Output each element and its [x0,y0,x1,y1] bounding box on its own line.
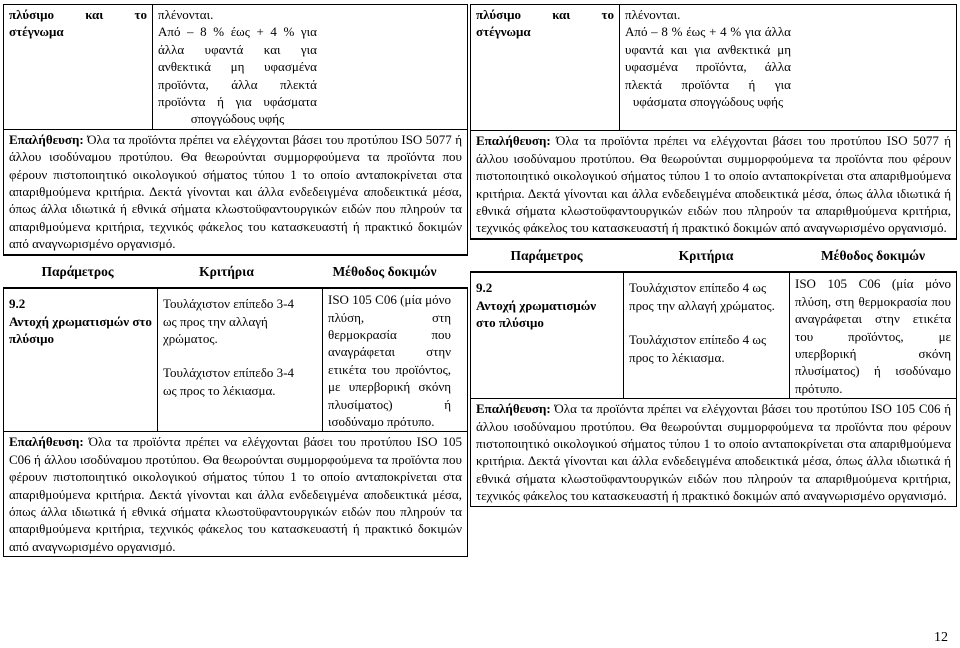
header-method: Μέθοδος δοκιμών [789,239,957,271]
parameter-cell: πλύσιμο και το στέγνωμα [4,5,153,130]
right-data-table [470,272,957,506]
page-number: 12 [934,630,948,645]
parameter-name: Αντοχή χρωματισμών στο πλύσιμο [476,297,597,331]
table-row [4,432,468,557]
criteria-text: Από – 8 % έως + 4 % για άλλα υφαντά και για ανθεκτικά μη υφασμένα προϊόντα, άλλα πλεκτά προϊόντα ή για υφάσματα σπογγώδους υφής [158,24,317,127]
header-parameter: Παράμετρος [3,255,152,287]
right-top-table [470,4,957,239]
left-top-table [3,4,468,255]
header-row [470,239,957,271]
verification-text: Όλα τα προϊόντα πρέπει να ελέγχονται βάσει του προτύπου ISO 105 C06 ή άλλου ισοδύναμου προτύπου. Θα θεωρούνται συμμορφούμενα τα προϊόντα που φέρουν πιστοποιητικό οικολογικού σήματος τύπου 1 το οποίο ανταποκρίνεται στα απαριθμούμενα κριτήρια. Δεκτά γίνονται και άλλα ενδεδειγμένα αποδεικτικά μέσα, όπως άλλα ιδιωτικά ή εθνικά σήματα κλωστοϋφαντουργικών ειδών που πληρούν τα απαριθμούμενα κριτήρια, τεχνικός φάκελος του κατασκευαστή ή πρακτικό δοκιμών από αναγνωρισμένο οργανισμό. [476,401,951,504]
header-method: Μέθοδος δοκιμών [301,255,468,287]
verification-text: Όλα τα προϊόντα πρέπει να ελέγχονται βάσει του προτύπου ISO 5077 ή άλλου ισοδύναμου προτύπου. Θα θεωρούνται συμμορφούμενα τα προϊόντα που φέρουν πιστοποιητικό οικολογικού σήματος τύπου 1 το οποίο ανταποκρίνεται στα απαριθμούμενα κριτήρια. Δεκτά γίνονται και άλλα ενδεδειγμένα αποδεικτικά μέσα, όπως άλλα ιδιωτικά ή εθνικά σήματα κλωστοϋφαντουργικών ειδών που πληρούν τα απαριθμούμενα κριτήρια, τεχνικός φάκελος του κατασκευαστή ή πρακτικό δοκιμών από αναγνωρισμένο οργανισμό. [476,133,951,236]
left-column [3,4,468,557]
criteria-first-line: πλένονται. [625,7,681,22]
criteria-staining: Τουλάχιστον επίπεδο 4 ως προς το λέκιασμα. [629,332,767,365]
verification-cell [471,131,957,238]
header-criteria: Κριτήρια [152,255,301,287]
verification-text: Όλα τα προϊόντα πρέπει να ελέγχονται βάσει του προτύπου ISO 5077 ή άλλου ισοδύναμου προτύπου. Θα θεωρούνται συμμορφούμενα τα προϊόντα που φέρουν πιστοποιητικό οικολογικού σήματος τύπου 1 το οποίο ανταποκρίνεται στα απαριθμούμενα κριτήρια. Δεκτά γίνονται και άλλα ενδεδειγμένα αποδεικτικά μέσα, όπως άλλα ιδιωτικά ή εθνικά σήματα κλωστοϋφαντουργικών ειδών που πληρούν τα απαριθμούμενα κριτήρια, τεχνικός φάκελος του κατασκευαστή ή πρακτικό δοκιμών από αναγνωρισμένο οργανισμό. [9,131,462,252]
criteria-cell [620,5,957,131]
verification-text: Όλα τα προϊόντα πρέπει να ελέγχονται βάσει του προτύπου ISO 105 C06 ή άλλου ισοδύναμου προτύπου. Θα θεωρούνται συμμορφούμενα τα προϊόντα που φέρουν πιστοποιητικό οικολογικού σήματος τύπου 1 το οποίο ανταποκρίνεται στα απαριθμούμενα κριτήρια. Δεκτά γίνονται και άλλα ενδεδειγμένα αποδεικτικά μέσα, όπως άλλα ιδιωτικά ή εθνικά σήματα κλωστοϋφαντουργικών ειδών που πληρούν τα απαριθμούμενα κριτήρια, τεχνικός φάκελος του κατασκευαστή ή πρακτικό δοκιμών από αναγνωρισμένο οργανισμό. [9,434,462,554]
table-row [471,273,957,399]
verification-label: Επαλήθευση: [476,133,551,149]
parameter-number: 9.2 [476,280,493,296]
table-row [471,5,957,131]
verification-label: Επαλήθευση: [9,131,84,147]
right-column [470,4,957,507]
method-cell: ISO 105 C06 (μία μόνο πλύση, στη θερμοκρασία που αναγράφεται στην ετικέτα του προϊόντος, με υπερβορική σκόνη πλυσίματος) ή ισοδύναμο πρότυπο. [790,273,957,399]
verification-cell [4,129,468,254]
parameter-name: Αντοχή χρωματισμών στο πλύσιμο [9,313,152,346]
criteria-cell [624,273,790,399]
verification-cell [471,399,957,506]
right-header-table [470,239,957,272]
criteria-text: Από – 8 % έως + 4 % για άλλα υφαντά και για ανθεκτικά μη υφασμένα προϊόντα, άλλα πλεκτά προϊόντα ή για υφάσματα σπογγώδους υφής [625,24,791,110]
left-data-table [3,288,468,557]
criteria-cell [158,289,323,432]
criteria-color-change: Τουλάχιστον επίπεδο 4 ως προς την αλλαγή χρώματος. [629,280,775,313]
criteria-cell [153,5,468,130]
header-parameter: Παράμετρος [470,239,623,271]
table-row [4,289,468,432]
parameter-cell [471,273,624,399]
parameter-cell [4,289,158,432]
header-row [3,255,468,287]
parameter-number: 9.2 [9,296,26,312]
left-header-table [3,255,468,288]
method-cell: ISO 105 C06 (μία μόνο πλύση, στη θερμοκρασία που αναγράφεται στην ετικέτα του προϊόντος, με υπερβορική σκόνη πλυσίματος) ή ισοδύναμο πρότυπο. [323,289,468,432]
header-criteria: Κριτήρια [623,239,789,271]
parameter-cell: πλύσιμο και το στέγνωμα [471,5,620,131]
table-row [471,399,957,506]
criteria-first-line: πλένονται. [158,7,214,22]
table-row [4,5,468,130]
verification-label: Επαλήθευση: [476,401,551,417]
table-row [4,129,468,254]
verification-label: Επαλήθευση: [9,434,84,450]
table-row [471,131,957,238]
criteria-staining: Τουλάχιστον επίπεδο 3-4 ως προς το λέκιασμα. [163,365,294,398]
verification-cell [4,432,468,557]
criteria-color-change: Τουλάχιστον επίπεδο 3-4 ως προς την αλλαγή χρώματος. [163,296,294,346]
